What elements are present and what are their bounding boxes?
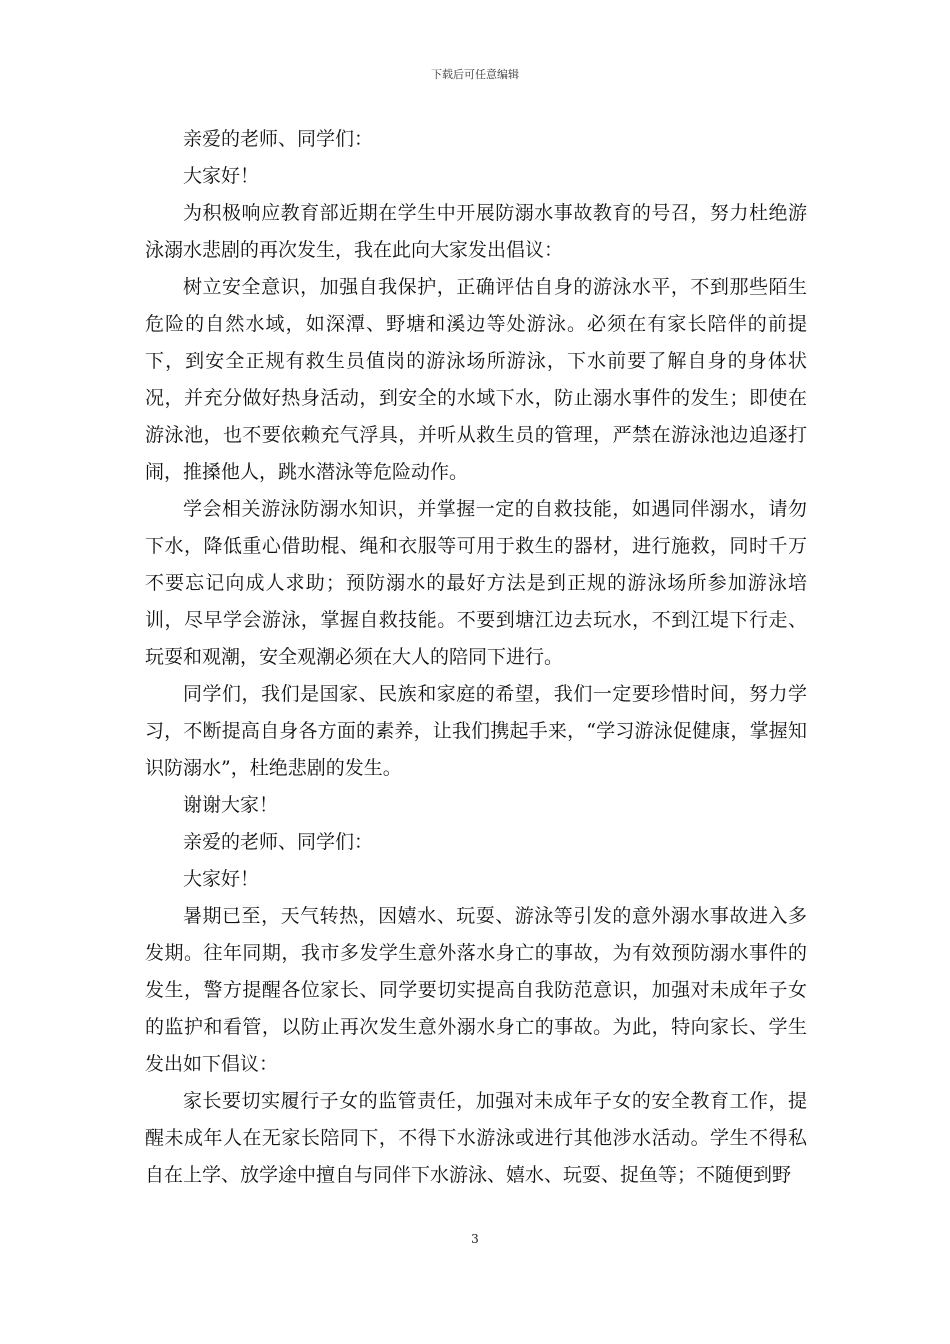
paragraph-greeting-2: 大家好！	[183, 868, 260, 890]
page-header: 下载后可任意编辑	[431, 68, 519, 81]
paragraph-salutation-1: 亲爱的老师、同学们：	[183, 128, 374, 150]
paragraph-safety-awareness: 树立安全意识，加强自我保护，正确评估自身的游泳水平，不到那些陌生危险的自然水域，如深潭、野塘和溪边等处游泳。必须在有家长陪伴的前提下，到安全正规有救生员值岗的游泳场所游泳，下水前要了解自身的身体状况，并充分做好热身活动，到安全的水域下水，防止溺水事件的发生；即使在游泳池，也不要依赖充气浮具，并听从救生员的管理，严禁在游泳池边追逐打闹，推搡他人，跳水潜泳等危险动作。	[145, 276, 807, 483]
paragraph-intro-2: 暑期已至，天气转热，因嬉水、玩耍、游泳等引发的意外溺水事故进入多发期。往年同期，我市多发学生意外落水身亡的事故，为有效预防溺水事件的发生，警方提醒各位家长、同学要切实提高自我防范意识，加强对未成年子女的监护和看管，以防止再次发生意外溺水身亡的事故。为此，特向家长、学生发出如下倡议：	[145, 905, 807, 1075]
paragraph-greeting-1: 大家好！	[183, 165, 260, 187]
paragraph-self-rescue: 学会相关游泳防溺水知识，并掌握一定的自救技能，如遇同伴溺水，请勿下水，降低重心借助棍、绳和衣服等可用于救生的器材，进行施救，同时千万不要忘记向成人求助；预防溺水的最好方法是到正规的游泳场所参加游泳培训，尽早学会游泳，掌握自救技能。不要到塘江边去玩水，不到江堤下行走、玩耍和观潮，安全观潮必须在大人的陪同下进行。	[145, 498, 807, 668]
paragraph-salutation-2: 亲爱的老师、同学们：	[183, 831, 374, 853]
paragraph-intro-1: 为积极响应教育部近期在学生中开展防溺水事故教育的号召，努力杜绝游泳溺水悲剧的再次发生，我在此向大家发出倡议：	[145, 202, 807, 261]
paragraph-parents-duty: 家长要切实履行子女的监管责任，加强对未成年子女的安全教育工作，提醒未成年人在无家长陪同下，不得下水游泳或进行其他涉水活动。学生不得私自在上学、放学途中擅自与同伴下水游泳、嬉水、玩耍、捉鱼等；不随便到野	[145, 1090, 807, 1186]
page-number: 3	[471, 1232, 479, 1246]
paragraph-call-to-action: 同学们，我们是国家、民族和家庭的希望，我们一定要珍惜时间，努力学习，不断提高自身各方面的素养，让我们携起手来，“学习游泳促健康，掌握知识防溺水”，杜绝悲剧的发生。	[145, 683, 807, 779]
paragraph-thanks: 谢谢大家！	[183, 794, 279, 816]
document-body	[145, 121, 807, 1194]
